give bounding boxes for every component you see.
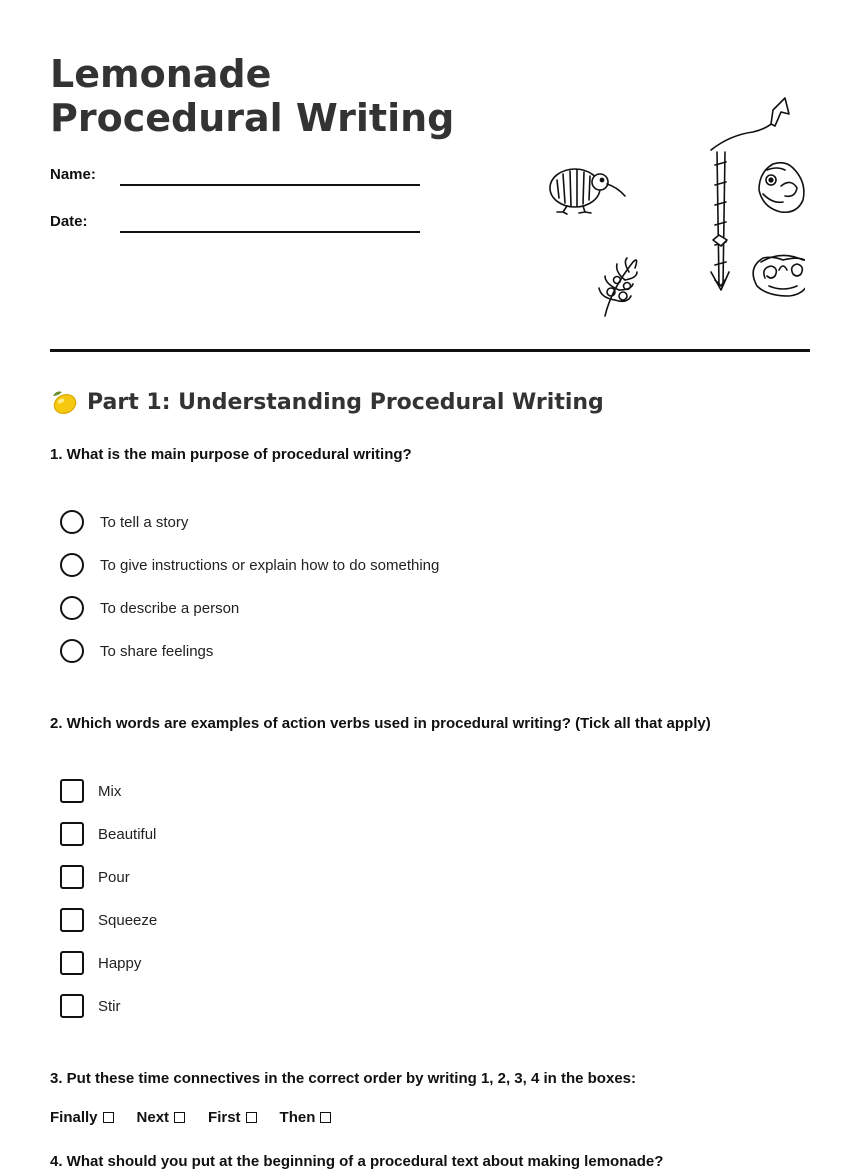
option-label: Pour — [98, 868, 130, 886]
checkbox[interactable] — [60, 994, 84, 1018]
checkbox[interactable] — [60, 908, 84, 932]
answer-box[interactable] — [246, 1112, 257, 1123]
radio-button[interactable] — [60, 596, 84, 620]
answer-box[interactable] — [320, 1112, 331, 1123]
option-label: Happy — [98, 954, 142, 972]
part1-heading-text: Part 1: Understanding Procedural Writing — [87, 389, 604, 415]
answer-box[interactable] — [174, 1112, 185, 1123]
option-label: Mix — [98, 782, 122, 800]
worksheet-title: Lemonade Procedural Writing — [50, 52, 455, 140]
option-label: Stir — [98, 997, 121, 1015]
date-field — [50, 213, 430, 241]
q2-option-pour[interactable] — [60, 864, 130, 890]
q1-option-2[interactable] — [60, 552, 439, 578]
maori-carving-face-icon — [759, 163, 804, 213]
connective-label: Then — [279, 1109, 316, 1126]
question-4: 4. What should you put at the beginning of a procedural text about making lemonade? — [50, 1153, 664, 1170]
checkbox[interactable] — [60, 822, 84, 846]
name-line[interactable] — [120, 184, 420, 186]
connective-next — [137, 1109, 186, 1126]
section-divider — [50, 349, 810, 352]
connectives-row — [50, 1109, 331, 1126]
option-label: To share feelings — [100, 642, 214, 660]
radio-button[interactable] — [60, 639, 84, 663]
connective-label: Finally — [50, 1109, 98, 1126]
q2-option-stir[interactable] — [60, 993, 121, 1019]
connective-label: Next — [136, 1109, 170, 1126]
date-line[interactable] — [120, 231, 420, 233]
option-label: Squeeze — [98, 911, 158, 929]
radio-button[interactable] — [60, 510, 84, 534]
fern-frond-icon — [599, 258, 637, 316]
maori-illustrations — [545, 90, 805, 325]
connective-label: First — [208, 1109, 241, 1126]
q2-option-beautiful[interactable] — [60, 821, 156, 847]
q2-option-happy[interactable] — [60, 950, 141, 976]
option-label: To give instructions or explain how to do something — [100, 556, 440, 574]
q2-option-squeeze[interactable] — [60, 907, 157, 933]
option-label: To describe a person — [100, 599, 240, 617]
answer-box[interactable] — [103, 1112, 114, 1123]
name-field — [50, 166, 430, 194]
maori-carving-pattern-icon — [753, 255, 805, 296]
checkbox[interactable] — [60, 951, 84, 975]
q1-option-4[interactable] — [60, 638, 213, 664]
lemon-icon — [50, 388, 78, 416]
part1-heading — [50, 388, 604, 416]
q1-option-3[interactable] — [60, 595, 239, 621]
question-2: 2. Which words are examples of action verbs used in procedural writing? (Tick all that apply) — [50, 715, 711, 732]
option-label: To tell a story — [100, 513, 189, 531]
question-1: 1. What is the main purpose of procedural writing? — [50, 446, 412, 463]
q1-option-1[interactable] — [60, 509, 188, 535]
connective-first — [208, 1109, 257, 1126]
q2-option-mix[interactable] — [60, 778, 121, 804]
radio-button[interactable] — [60, 553, 84, 577]
option-label: Beautiful — [98, 825, 157, 843]
question-3: 3. Put these time connectives in the correct order by writing 1, 2, 3, 4 in the boxes: — [50, 1070, 636, 1087]
kiwi-bird-icon — [550, 169, 625, 214]
connective-then — [280, 1109, 332, 1126]
date-label: Date: — [50, 213, 88, 230]
name-label: Name: — [50, 166, 96, 183]
connective-finally — [50, 1109, 114, 1126]
checkbox[interactable] — [60, 865, 84, 889]
checkbox[interactable] — [60, 779, 84, 803]
